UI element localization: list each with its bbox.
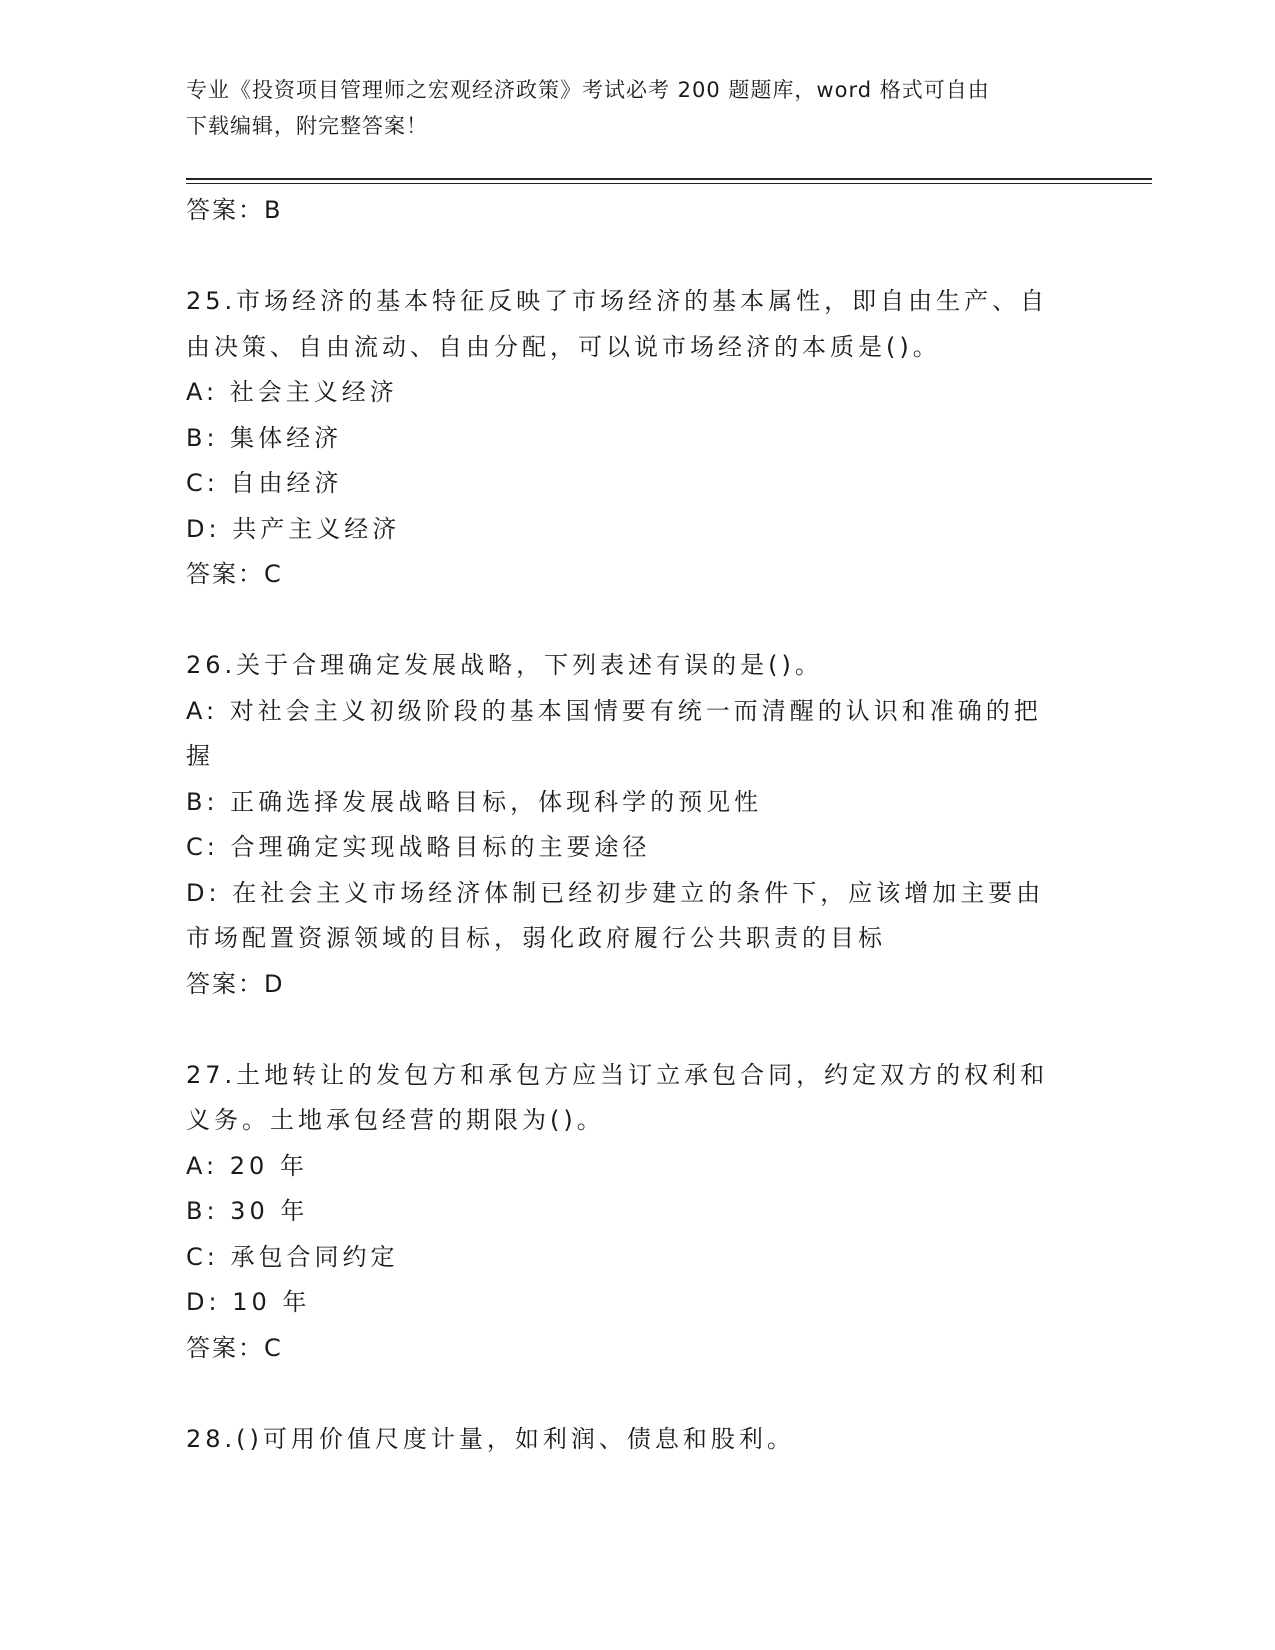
question-25-stem-line-2: 由决策、自由流动、自由分配，可以说市场经济的本质是()。 xyxy=(186,332,941,361)
question-26-option-b: B: 正确选择发展战略目标，体现科学的预见性 xyxy=(186,787,763,816)
question-25-stem-line-1: 25.市场经济的基本特征反映了市场经济的基本属性，即自由生产、自 xyxy=(186,287,1049,315)
question-25-answer: 答案：C xyxy=(186,560,283,588)
question-27-stem-line-1: 27.土地转让的发包方和承包方应当订立承包合同，约定双方的权利和 xyxy=(186,1060,1049,1089)
question-25-option-c: C: 自由经济 xyxy=(186,469,343,497)
question-28-stem: 28.()可用价值尺度计量，如利润、债息和股利。 xyxy=(186,1424,795,1453)
question-25-option-b: B: 集体经济 xyxy=(186,423,343,452)
question-27-option-b: B: 30 年 xyxy=(186,1197,309,1225)
question-list xyxy=(186,188,1086,1462)
question-26-option-a-line-2: 握 xyxy=(186,742,214,770)
question-25 xyxy=(186,279,1086,598)
question-26-answer: 答案：D xyxy=(186,969,285,998)
header-line-2: 下载编辑，附完整答案！ xyxy=(186,114,428,138)
document-header xyxy=(186,72,1066,144)
spacer xyxy=(186,598,1086,644)
question-27-option-c: C: 承包合同约定 xyxy=(186,1242,399,1271)
question-27 xyxy=(186,1053,1086,1372)
question-26-option-d-line-1: D: 在社会主义市场经济体制已经初步建立的条件下，应该增加主要由 xyxy=(186,878,1045,907)
question-26-option-d-line-2: 市场配置资源领域的目标，弱化政府履行公共职责的目标 xyxy=(186,924,886,952)
question-27-answer: 答案：C xyxy=(186,1333,283,1362)
question-26-option-a-line-1: A: 对社会主义初级阶段的基本国情要有统一而清醒的认识和准确的把 xyxy=(186,696,1042,725)
question-27-option-a: A: 20 年 xyxy=(186,1151,308,1180)
previous-answer: 答案：B xyxy=(186,196,283,224)
question-26-stem: 26.关于合理确定发展战略，下列表述有误的是()。 xyxy=(186,651,823,679)
question-25-option-a: A: 社会主义经济 xyxy=(186,378,398,406)
question-26-option-c: C: 合理确定实现战略目标的主要途径 xyxy=(186,833,651,861)
spacer xyxy=(186,234,1086,280)
question-27-option-d: D: 10 年 xyxy=(186,1288,311,1316)
spacer xyxy=(186,1007,1086,1053)
header-divider-thin xyxy=(186,183,1152,184)
spacer xyxy=(186,1371,1086,1417)
question-28 xyxy=(186,1417,1086,1463)
header-line-1: 专业《投资项目管理师之宏观经济政策》考试必考 200 题题库，word 格式可自由 xyxy=(186,78,990,102)
header-divider-thick xyxy=(186,178,1152,180)
question-26 xyxy=(186,643,1086,1007)
question-27-stem-line-2: 义务。土地承包经营的期限为()。 xyxy=(186,1106,605,1134)
question-25-option-d: D: 共产主义经济 xyxy=(186,514,401,543)
